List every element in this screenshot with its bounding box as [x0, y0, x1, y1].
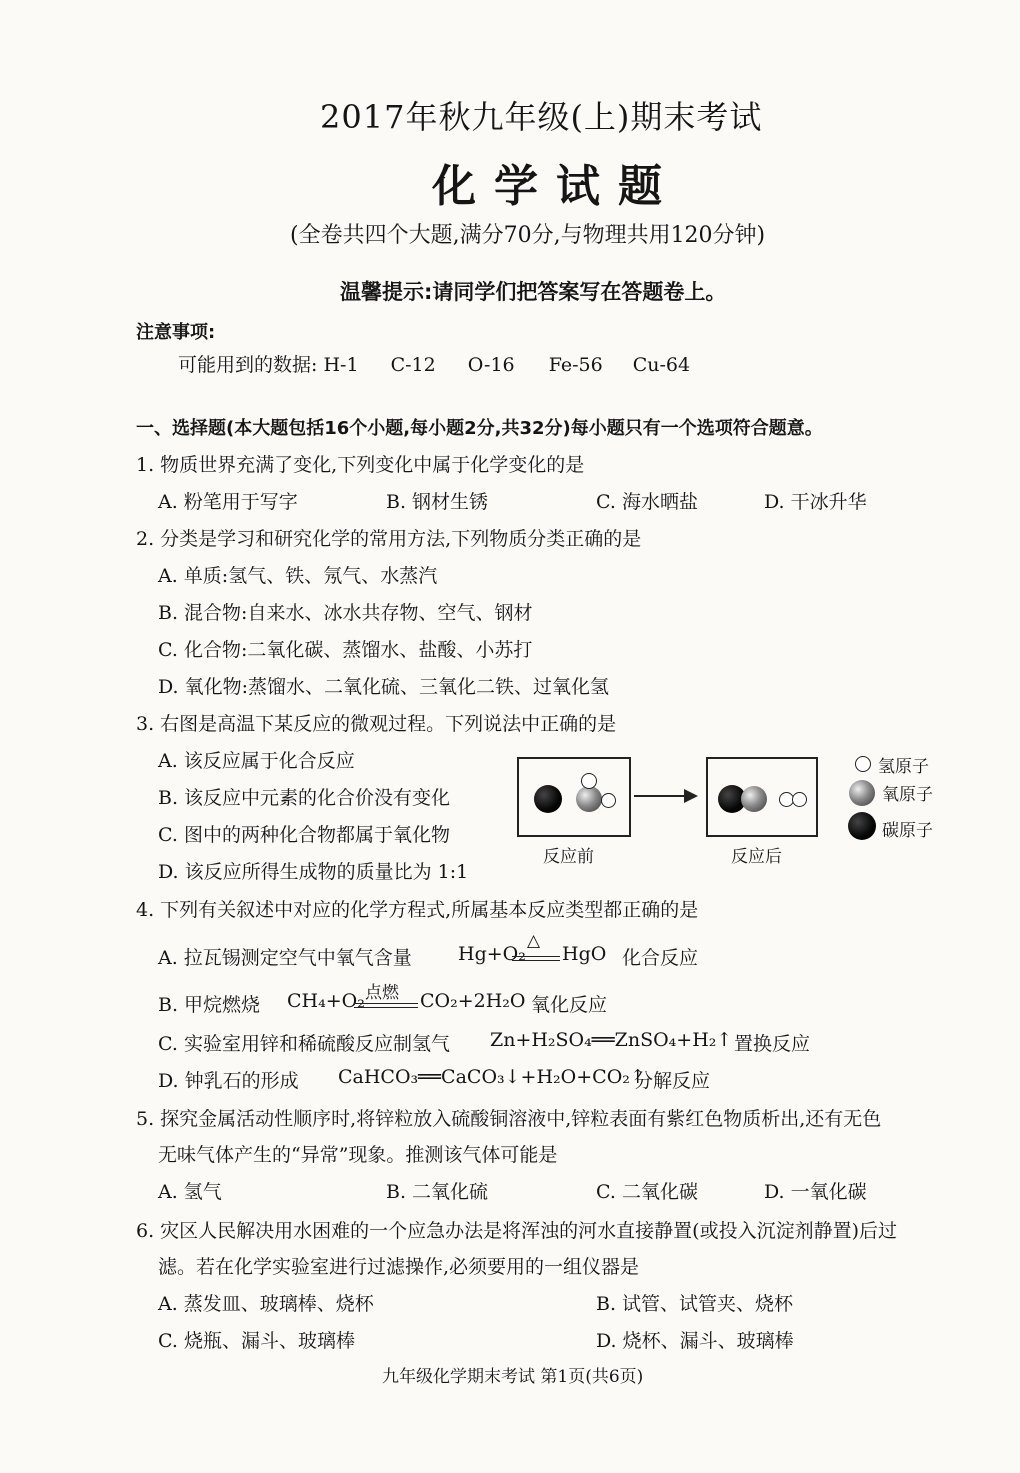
q2-stem: 2. 分类是学习和研究化学的常用方法,下列物质分类正确的是: [136, 528, 642, 550]
legend-oxygen-icon: [849, 780, 875, 806]
ignite-condition: 点燃: [365, 983, 399, 1003]
label-before: 反应前: [543, 847, 594, 867]
label-after: 反应后: [731, 847, 782, 867]
exam-title: 2017年秋九年级(上)期末考试: [320, 98, 763, 136]
hydrogen-atom: [792, 792, 807, 807]
q4-option-a-text: A. 拉瓦锡测定空气中氧气含量: [158, 947, 412, 969]
q6-stem-line2: 滤。若在化学实验室进行过滤操作,必须要用的一组仪器是: [158, 1256, 640, 1278]
equation-equals: [512, 956, 560, 961]
mass-o: O-16: [467, 354, 515, 376]
atomic-mass-list: [178, 350, 690, 377]
q4-option-d-type: 分解反应: [634, 1070, 711, 1092]
q3-option-d: D. 该反应所得生成物的质量比为 1:1: [158, 861, 469, 883]
legend-hydrogen-icon: [855, 756, 871, 772]
q2-option-d: D. 氧化物:蒸馏水、二氧化硫、三氧化二铁、过氧化氢: [158, 676, 610, 698]
q5-option-b: B. 二氧化硫: [386, 1181, 489, 1203]
q6-option-c: C. 烧瓶、漏斗、玻璃棒: [158, 1330, 355, 1352]
notes-label: 注意事项:: [136, 322, 216, 343]
exam-subtitle: (全卷共四个大题,满分70分,与物理共用120分钟): [290, 223, 766, 248]
reaction-arrow: [634, 795, 686, 797]
atomic-mass-prefix: 可能用到的数据:: [178, 354, 318, 376]
q5-option-a: A. 氢气: [158, 1181, 222, 1203]
q4-stem: 4. 下列有关叙述中对应的化学方程式,所属基本反应类型都正确的是: [136, 899, 699, 921]
oxygen-atom: [576, 786, 602, 812]
q6-option-b: B. 试管、试管夹、烧杯: [596, 1293, 794, 1315]
q4-option-d-text: D. 钟乳石的形成: [158, 1070, 299, 1092]
legend-hydrogen-label: 氢原子: [878, 757, 929, 777]
q1-stem: 1. 物质世界充满了变化,下列变化中属于化学变化的是: [136, 454, 585, 476]
legend-carbon-label: 碳原子: [882, 821, 933, 841]
mass-fe: Fe-56: [548, 354, 603, 376]
q3-option-c: C. 图中的两种化合物都属于氧化物: [158, 824, 450, 846]
mass-h: H-1: [323, 354, 359, 376]
q2-option-c: C. 化合物:二氧化碳、蒸馏水、盐酸、小苏打: [158, 639, 533, 661]
hydrogen-atom: [581, 773, 597, 789]
q4-option-a-type: 化合反应: [622, 947, 699, 969]
legend-oxygen-label: 氧原子: [882, 785, 933, 805]
hydrogen-atom: [601, 793, 616, 808]
q5-stem-line1: 5. 探究金属活动性顺序时,将锌粒放入硫酸铜溶液中,锌粒表面有紫红色物质析出,还有无色: [136, 1108, 882, 1130]
q5-stem-line2: 无味气体产生的“异常”现象。推测该气体可能是: [158, 1144, 558, 1166]
q4-option-b-eq-left: CH₄+O₂: [287, 990, 365, 1012]
section-heading: 一、选择题(本大题包括16个小题,每小题2分,共32分)每小题只有一个选项符合题意。: [136, 418, 823, 439]
page-footer: 九年级化学期末考试 第1页(共6页): [382, 1367, 644, 1387]
q6-stem-line1: 6. 灾区人民解决用水困难的一个应急办法是将浑浊的河水直接静置(或投入沉淀剂静置)后过: [136, 1220, 897, 1242]
q1-option-a: A. 粉笔用于写字: [158, 491, 298, 513]
after-box: [706, 757, 818, 837]
heat-condition: △: [527, 931, 541, 951]
q3-option-b: B. 该反应中元素的化合价没有变化: [158, 787, 451, 809]
q4-option-a-eq-right: HgO: [562, 943, 607, 965]
q5-option-c: C. 二氧化碳: [596, 1181, 698, 1203]
subject-title: 化学试题: [432, 161, 680, 212]
q4-option-c-eq: Zn+H₂SO₄══ZnSO₄+H₂↑: [490, 1029, 733, 1051]
before-box: [517, 757, 631, 837]
oxygen-atom: [741, 786, 767, 812]
q6-option-d: D. 烧杯、漏斗、玻璃棒: [596, 1330, 794, 1352]
q4-option-d-eq: CaHCO₃══CaCO₃↓+H₂O+CO₂↑: [338, 1066, 646, 1088]
warm-tip: 温馨提示:请同学们把答案写在答题卷上。: [340, 280, 727, 304]
q2-option-b: B. 混合物:自来水、冰水共存物、空气、钢材: [158, 602, 533, 624]
q4-option-b-type: 氧化反应: [531, 994, 608, 1016]
q4-option-a-eq-left: Hg+O₂: [458, 943, 526, 965]
q4-option-c-text: C. 实验室用锌和稀硫酸反应制氢气: [158, 1033, 450, 1055]
q4-option-c-type: 置换反应: [734, 1033, 811, 1055]
q3-option-a: A. 该反应属于化合反应: [158, 750, 355, 772]
mass-c: C-12: [390, 354, 436, 376]
equation-equals: [354, 1003, 418, 1008]
q1-option-c: C. 海水晒盐: [596, 491, 698, 513]
q6-option-a: A. 蒸发皿、玻璃棒、烧杯: [158, 1293, 374, 1315]
q1-option-b: B. 钢材生锈: [386, 491, 489, 513]
q5-option-d: D. 一氧化碳: [764, 1181, 867, 1203]
q4-option-b-text: B. 甲烷燃烧: [158, 994, 261, 1016]
arrow-head: [684, 789, 698, 803]
carbon-atom: [534, 785, 562, 813]
q2-option-a: A. 单质:氢气、铁、氖气、水蒸汽: [158, 565, 438, 587]
q1-option-d: D. 干冰升华: [764, 491, 867, 513]
q3-stem: 3. 右图是高温下某反应的微观过程。下列说法中正确的是: [136, 713, 617, 735]
q4-option-b-eq-right: CO₂+2H₂O: [420, 990, 526, 1012]
legend-carbon-icon: [848, 812, 876, 840]
mass-cu: Cu-64: [632, 354, 691, 376]
